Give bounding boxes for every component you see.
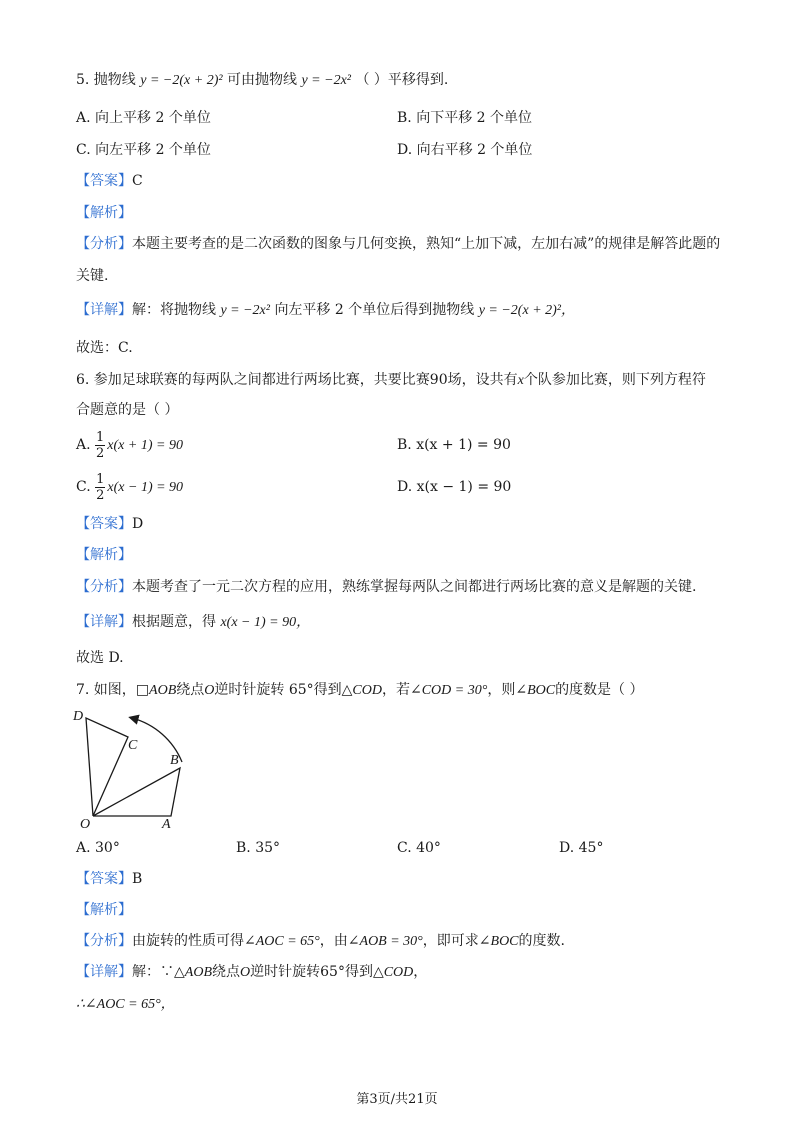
- q7-fenxi-b: ，由∠: [319, 933, 360, 949]
- q5-conclusion: 故选：C.: [76, 340, 133, 356]
- q5-stem-middle: 可由抛物线: [227, 72, 298, 88]
- q6-answer-tag: 【答案】: [76, 516, 132, 532]
- q6-option-a-expression: x(x + 1) = 90: [107, 438, 183, 453]
- q7-detail-b: 绕点: [212, 964, 240, 980]
- q7-detail-c: 逆时针旋转65°得到△: [250, 964, 384, 980]
- q7-option-d: D. 45°: [559, 840, 604, 856]
- q6-detail-text: 根据题意，得: [132, 614, 216, 630]
- q7-stem-e: ，则∠: [487, 682, 528, 698]
- q7-fenxi-expression-1: AOC = 65°: [255, 934, 320, 949]
- q7-stem-a: 7. 如图，: [76, 682, 136, 698]
- triangle-cod: [86, 718, 128, 816]
- fraction-numerator: 1: [96, 429, 105, 445]
- q6-option-a: [76, 428, 183, 463]
- q7-detail-d: ，: [413, 964, 428, 980]
- triangle-aob: [93, 768, 180, 816]
- q5-fenxi: [76, 234, 720, 254]
- q6-stem-line2: 合题意的是（ ）: [76, 402, 179, 418]
- q7-fenxi-d: 的度数.: [518, 933, 565, 949]
- q7-answer-value: B: [132, 871, 143, 887]
- q6-stem-line1: [76, 370, 706, 391]
- q6-option-c-label: C.: [76, 479, 91, 495]
- q5-stem-number: 5. 抛物线: [76, 72, 136, 88]
- page-footer: 第3页/共21页: [356, 1092, 438, 1107]
- q7-fenxi-a: 由旋转的性质可得∠: [132, 933, 256, 949]
- q7-detail: [76, 962, 427, 983]
- q5-option-a: A. 向上平移 2 个单位: [76, 110, 211, 126]
- q7-detail-point-o: O: [240, 965, 251, 980]
- q7-stem-d: ，若∠: [381, 682, 422, 698]
- q7-fenxi: [76, 931, 565, 952]
- q7-stem-b: 绕点: [176, 682, 205, 698]
- q6-detail: [76, 612, 310, 633]
- q6-fenxi-text: 本题考查了一元二次方程的应用，熟练掌握每两队之间都进行两场比赛的意义是解题的关键.: [132, 579, 697, 595]
- q7-fenxi-expression-3: BOC: [490, 934, 519, 949]
- q5-detail-text-b: 向左平移 2 个单位后得到抛物线: [274, 302, 475, 318]
- q6-fenxi-tag: 【分析】: [76, 579, 132, 595]
- point-a-label: A: [162, 817, 171, 832]
- fraction-numerator: 1: [96, 471, 105, 487]
- q7-point-o: O: [204, 683, 215, 698]
- q5-answer-value: C: [132, 173, 143, 189]
- q6-answer: [76, 514, 143, 534]
- q5-detail: [76, 300, 575, 321]
- q7-option-b: B. 35°: [236, 840, 281, 856]
- q6-option-a-fraction: [95, 430, 105, 461]
- q7-stem-box: □: [135, 682, 150, 698]
- point-c-label: C: [128, 738, 138, 753]
- q5-stem-end: （ ）平移得到.: [355, 72, 449, 88]
- point-b-label: B: [170, 753, 179, 768]
- q7-answer: [76, 869, 142, 889]
- q7-expression-1: AOB: [149, 683, 177, 698]
- q5-detail-text-a: 解：将抛物线: [132, 302, 216, 318]
- q5-fenxi-text: 本题主要考查的是二次函数的图象与几何变换，熟知“上加下减，左加右减”的规律是解答此题的: [132, 236, 721, 252]
- q7-option-a: A. 30°: [76, 840, 120, 856]
- q7-rotation-figure: [70, 702, 200, 834]
- q6-stem-text-end: 个队参加比赛，则下列方程符: [523, 372, 706, 388]
- q5-detail-tag: 【详解】: [76, 302, 132, 318]
- q6-option-a-label: A.: [76, 437, 91, 453]
- q7-expression-4: BOC: [527, 683, 556, 698]
- q7-stem-f: 的度数是（ ）: [555, 682, 644, 698]
- q5-detail-expression-2: y = −2(x + 2)²，: [478, 303, 575, 318]
- q5-fenxi-line2: 关键.: [76, 268, 109, 284]
- q6-option-c-fraction: [95, 472, 105, 503]
- q5-answer: [76, 171, 143, 191]
- q5-detail-expression-1: y = −2x²: [220, 303, 270, 318]
- fraction-denominator: 2: [96, 487, 105, 503]
- q6-option-d: D. x(x − 1) = 90: [397, 479, 512, 495]
- point-d-label: D: [73, 709, 84, 724]
- q6-conclusion: 故选 D.: [76, 650, 124, 666]
- q7-analysis-tag: 【解析】: [76, 902, 132, 918]
- q7-fenxi-c: ，即可求∠: [422, 933, 491, 949]
- q5-expression-1: y = −2(x + 2)²: [140, 73, 223, 88]
- q6-option-b: B. x(x + 1) = 90: [397, 437, 511, 453]
- q6-option-c-expression: x(x − 1) = 90: [107, 480, 184, 495]
- q5-answer-tag: 【答案】: [76, 173, 132, 189]
- q5-option-c: C. 向左平移 2 个单位: [76, 142, 211, 158]
- q6-stem-text: 6. 参加足球联赛的每两队之间都进行两场比赛，共要比赛90场，设共有: [76, 372, 518, 388]
- q6-detail-expression: x(x − 1) = 90，: [220, 615, 311, 630]
- q7-expression-2: COD: [352, 683, 382, 698]
- q7-option-c: C. 40°: [397, 840, 441, 856]
- q7-detail-a: 解：∵△: [132, 964, 185, 980]
- q7-detail-expression-1: AOB: [184, 965, 212, 980]
- q6-fenxi: [76, 577, 696, 597]
- q5-option-d: D. 向右平移 2 个单位: [397, 142, 533, 158]
- q7-expression-3: COD = 30°: [421, 683, 488, 698]
- q5-stem: [76, 70, 448, 91]
- q7-fenxi-expression-2: AOB = 30°: [359, 934, 423, 949]
- q5-option-b: B. 向下平移 2 个单位: [397, 110, 532, 126]
- point-o-label: O: [80, 817, 91, 832]
- q6-stem-variable: x: [517, 373, 524, 388]
- q6-answer-value: D: [132, 516, 144, 532]
- q7-stem-c: 逆时针旋转 65°得到△: [214, 682, 353, 698]
- q6-detail-tag: 【详解】: [76, 614, 132, 630]
- q7-detail-expression-2: COD: [383, 965, 414, 980]
- q7-fenxi-tag: 【分析】: [76, 933, 132, 949]
- q6-option-c: [76, 470, 183, 505]
- q5-expression-2: y = −2x²: [301, 73, 351, 88]
- q7-last-line: ∴∠AOC = 65°，: [76, 997, 175, 1012]
- fraction-denominator: 2: [96, 445, 105, 461]
- q6-analysis-tag: 【解析】: [76, 547, 132, 563]
- q5-analysis-tag: 【解析】: [76, 205, 132, 221]
- q7-detail-tag: 【详解】: [76, 964, 132, 980]
- q7-stem: [76, 680, 644, 701]
- q7-answer-tag: 【答案】: [76, 871, 132, 887]
- q5-fenxi-tag: 【分析】: [76, 236, 132, 252]
